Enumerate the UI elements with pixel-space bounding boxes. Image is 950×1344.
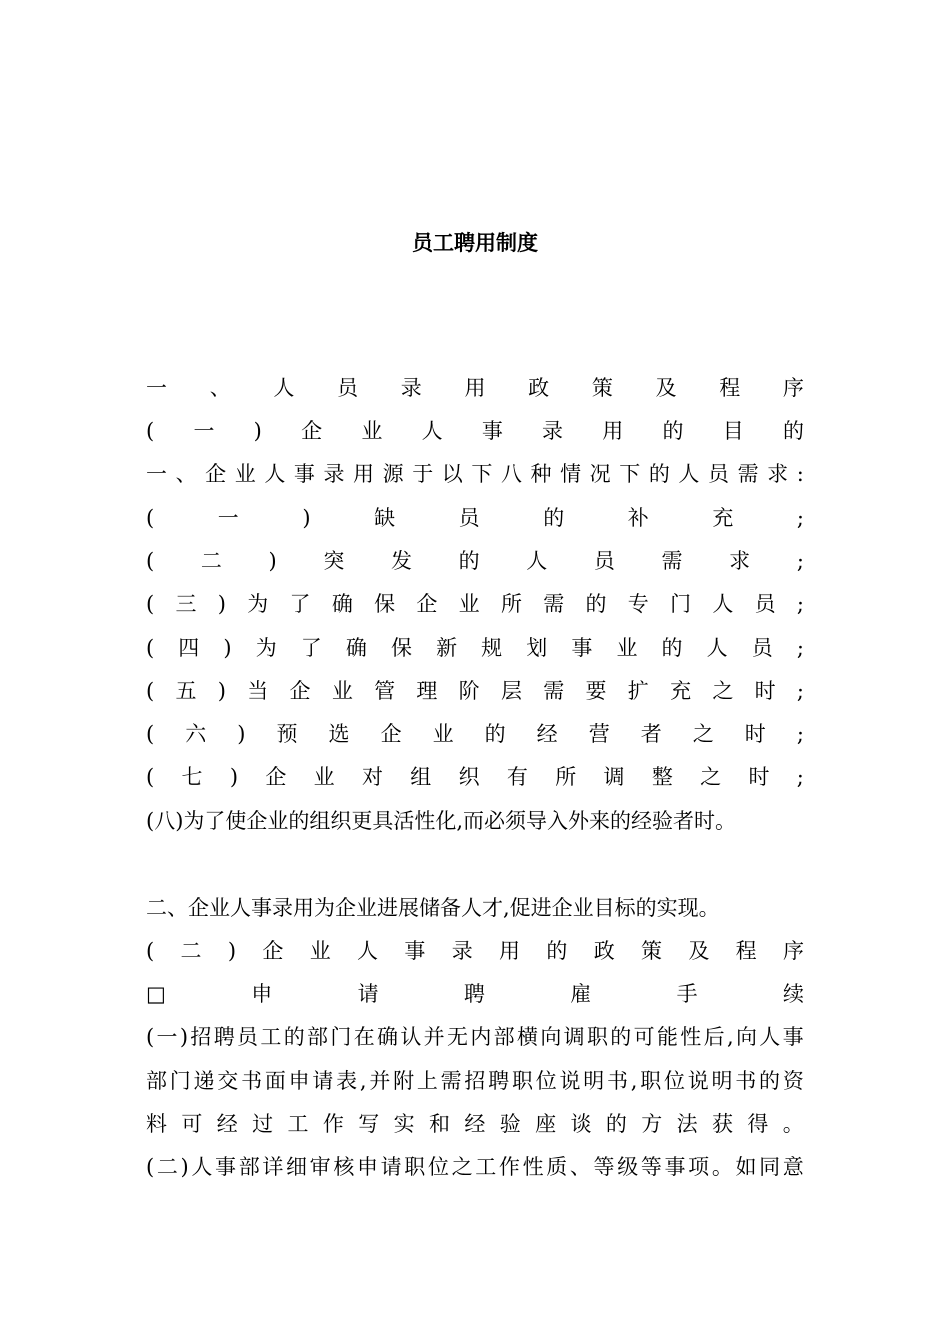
line-glyph: 验 bbox=[499, 1112, 521, 1136]
line-glyph: 法 bbox=[676, 1112, 698, 1136]
line-glyph: 聘 bbox=[213, 1025, 235, 1049]
line-glyph: 雇 bbox=[570, 982, 592, 1006]
line-glyph: 可 bbox=[181, 1112, 203, 1136]
line-glyph: 为 bbox=[255, 636, 277, 660]
line-glyph: 人 bbox=[421, 419, 443, 443]
body-line bbox=[146, 633, 804, 663]
line-glyph: ( bbox=[146, 1025, 155, 1049]
body-line bbox=[146, 546, 804, 576]
line-glyph: ; bbox=[796, 765, 804, 789]
line-glyph: 的 bbox=[458, 549, 480, 573]
line-glyph: 递 bbox=[193, 1069, 215, 1093]
line-glyph: 调 bbox=[563, 1025, 585, 1049]
line-glyph: 充 bbox=[712, 506, 734, 530]
line-glyph: 求 bbox=[729, 549, 751, 573]
line-glyph: ( bbox=[146, 765, 155, 789]
line-glyph: ; bbox=[796, 679, 804, 703]
line-glyph: 划 bbox=[526, 636, 548, 660]
line-glyph: 保 bbox=[374, 592, 396, 616]
line-glyph: ( bbox=[146, 592, 155, 616]
line-glyph: 能 bbox=[656, 1025, 678, 1049]
line-glyph: 实 bbox=[393, 1112, 415, 1136]
line-glyph: 过 bbox=[252, 1112, 274, 1136]
line-glyph: 部 bbox=[493, 1025, 515, 1049]
line-glyph: 需 bbox=[440, 1069, 462, 1093]
line-glyph: 内 bbox=[470, 1025, 492, 1049]
line-glyph: 聘 bbox=[463, 982, 485, 1006]
line-glyph: 员 bbox=[337, 376, 359, 400]
line-glyph: 位 bbox=[535, 1069, 557, 1093]
body-line bbox=[146, 1022, 804, 1052]
line-glyph: 者 bbox=[640, 722, 662, 746]
line-glyph: 业 bbox=[313, 765, 335, 789]
line-glyph: 企 bbox=[262, 939, 284, 963]
line-glyph: ; bbox=[796, 722, 804, 746]
line-glyph: 选 bbox=[328, 722, 350, 746]
line-glyph: 附 bbox=[393, 1069, 415, 1093]
line-glyph: ) bbox=[302, 506, 311, 530]
line-glyph: 程 bbox=[735, 939, 757, 963]
line-glyph: 事 bbox=[215, 1155, 237, 1179]
line-glyph: 性 bbox=[680, 1025, 702, 1049]
line-glyph: 得 bbox=[747, 1112, 769, 1136]
line-glyph: 需 bbox=[737, 462, 759, 486]
line-glyph: 源 bbox=[382, 462, 404, 486]
body-line bbox=[146, 676, 804, 706]
line-glyph: 事 bbox=[571, 636, 593, 660]
line-glyph: 录 bbox=[542, 419, 564, 443]
line-glyph: 资 bbox=[782, 1069, 804, 1093]
line-glyph: 一 bbox=[146, 376, 167, 400]
line-glyph: 的 bbox=[546, 939, 568, 963]
line-glyph: 的 bbox=[648, 462, 670, 486]
line-glyph: ( bbox=[146, 636, 155, 660]
line-glyph: 一 bbox=[156, 1025, 178, 1049]
line-glyph: 事 bbox=[481, 419, 503, 443]
line-glyph: 企 bbox=[265, 765, 287, 789]
line-glyph: 部 bbox=[307, 1025, 329, 1049]
line-glyph: 之 bbox=[712, 679, 734, 703]
line-glyph: 等 bbox=[640, 1155, 662, 1179]
line-glyph: 及 bbox=[688, 939, 710, 963]
line-glyph: , bbox=[359, 1069, 367, 1093]
line-glyph: 意 bbox=[782, 1155, 804, 1179]
line-glyph: 组 bbox=[410, 765, 432, 789]
body-line bbox=[146, 503, 804, 533]
line-glyph: 的 bbox=[759, 1069, 781, 1093]
line-glyph: 向 bbox=[540, 1025, 562, 1049]
line-glyph: 用 bbox=[602, 419, 624, 443]
line-glyph: 的 bbox=[782, 419, 804, 443]
body-line bbox=[146, 459, 804, 489]
line-glyph: 面 bbox=[264, 1069, 286, 1093]
line-glyph: 性 bbox=[522, 1155, 544, 1179]
line-glyph: ) bbox=[229, 765, 239, 789]
line-glyph: 获 bbox=[712, 1112, 733, 1136]
body-line bbox=[146, 1066, 804, 1096]
line-glyph: 门 bbox=[169, 1069, 191, 1093]
line-glyph: , bbox=[726, 1025, 734, 1049]
line-glyph: 质 bbox=[546, 1155, 568, 1179]
line-glyph: 手 bbox=[676, 982, 698, 1006]
line-glyph: 人 bbox=[357, 939, 379, 963]
line-glyph: 级 bbox=[617, 1155, 639, 1179]
line-glyph: 用 bbox=[464, 376, 486, 400]
line-glyph: 于 bbox=[412, 462, 434, 486]
line-glyph: 职 bbox=[511, 1069, 533, 1093]
line-glyph: 业 bbox=[458, 592, 480, 616]
line-glyph: 人 bbox=[678, 462, 700, 486]
line-glyph: 织 bbox=[458, 765, 480, 789]
line-glyph: ; bbox=[796, 549, 804, 573]
line-glyph: 请 bbox=[312, 1069, 334, 1093]
line-glyph: 、 bbox=[209, 376, 231, 400]
line-glyph: 下 bbox=[471, 462, 493, 486]
line-glyph: 人 bbox=[706, 636, 728, 660]
line-glyph: 核 bbox=[333, 1155, 355, 1179]
line-glyph: ) bbox=[227, 939, 237, 963]
line-glyph: 缺 bbox=[374, 506, 396, 530]
line-glyph: 六 bbox=[185, 722, 207, 746]
line-glyph: 及 bbox=[655, 376, 677, 400]
line-glyph: 业 bbox=[361, 419, 383, 443]
line-glyph: 交 bbox=[217, 1069, 239, 1093]
line-glyph: 对 bbox=[361, 765, 383, 789]
line-glyph: 四 bbox=[178, 636, 200, 660]
line-glyph: 人 bbox=[759, 1025, 781, 1049]
line-glyph: ( bbox=[146, 506, 155, 530]
line-glyph: 策 bbox=[591, 376, 613, 400]
line-glyph: 用 bbox=[353, 462, 375, 486]
line-glyph: 求 bbox=[767, 462, 789, 486]
line-glyph: 事 bbox=[664, 1155, 686, 1179]
line-glyph: 时 bbox=[754, 679, 776, 703]
line-glyph: 并 bbox=[423, 1025, 445, 1049]
line-glyph: 企 bbox=[380, 722, 402, 746]
line-glyph: 员 bbox=[707, 462, 729, 486]
line-glyph: 详 bbox=[262, 1155, 284, 1179]
line-glyph: 的 bbox=[543, 506, 565, 530]
line-glyph: 需 bbox=[543, 679, 565, 703]
line-glyph: 员 bbox=[751, 636, 773, 660]
line-glyph: 申 bbox=[356, 1155, 378, 1179]
line-glyph: 要 bbox=[585, 679, 607, 703]
line-glyph: 部 bbox=[238, 1155, 260, 1179]
line-glyph: 员 bbox=[593, 549, 615, 573]
line-glyph: 门 bbox=[330, 1025, 352, 1049]
line-glyph: 申 bbox=[288, 1069, 310, 1093]
line-glyph: 营 bbox=[588, 722, 610, 746]
line-glyph: 。 bbox=[782, 1112, 804, 1136]
line-glyph: ( bbox=[146, 679, 155, 703]
line-glyph: 了 bbox=[300, 636, 322, 660]
line-glyph: 层 bbox=[500, 679, 522, 703]
line-glyph: ( bbox=[146, 939, 155, 963]
line-glyph: ) bbox=[179, 1025, 189, 1049]
line-glyph: 况 bbox=[589, 462, 611, 486]
line-glyph: 以 bbox=[441, 462, 463, 486]
line-glyph: 扩 bbox=[627, 679, 649, 703]
line-glyph: 事 bbox=[782, 1025, 804, 1049]
line-glyph: 门 bbox=[670, 592, 692, 616]
line-glyph: 专 bbox=[627, 592, 649, 616]
line-glyph: 七 bbox=[181, 765, 203, 789]
line-glyph: 二 bbox=[180, 939, 202, 963]
line-glyph: 之 bbox=[700, 765, 722, 789]
line-glyph: 说 bbox=[559, 1069, 581, 1093]
line-glyph: 需 bbox=[661, 549, 683, 573]
line-glyph: 之 bbox=[692, 722, 714, 746]
line-glyph: 整 bbox=[651, 765, 673, 789]
line-glyph: 企 bbox=[205, 462, 227, 486]
line-glyph: 了 bbox=[289, 592, 311, 616]
line-glyph: 工 bbox=[475, 1155, 497, 1179]
body-line bbox=[146, 416, 804, 446]
line-glyph: 新 bbox=[436, 636, 458, 660]
line-glyph: 人 bbox=[273, 376, 295, 400]
line-glyph: 录 bbox=[323, 462, 345, 486]
line-glyph: 一 bbox=[146, 462, 167, 486]
body-line bbox=[146, 589, 804, 619]
line-glyph: 等 bbox=[593, 1155, 615, 1179]
line-glyph: ) bbox=[237, 722, 246, 746]
line-glyph: 事 bbox=[404, 939, 426, 963]
line-glyph: 时 bbox=[744, 722, 766, 746]
line-glyph: 的 bbox=[610, 1025, 632, 1049]
line-glyph: 的 bbox=[662, 419, 684, 443]
line-glyph: 细 bbox=[286, 1155, 307, 1179]
line-glyph: 并 bbox=[369, 1069, 391, 1093]
line-glyph: 业 bbox=[309, 939, 331, 963]
line-glyph: 一 bbox=[193, 419, 215, 443]
line-glyph: 事 bbox=[293, 462, 315, 486]
line-glyph: 位 bbox=[663, 1069, 685, 1093]
line-glyph: ( bbox=[146, 1155, 155, 1179]
line-glyph: 作 bbox=[322, 1112, 344, 1136]
line-glyph: 作 bbox=[498, 1155, 520, 1179]
line-glyph: 认 bbox=[400, 1025, 422, 1049]
line-glyph: 序 bbox=[782, 376, 804, 400]
line-glyph: 理 bbox=[416, 679, 438, 703]
line-glyph: 情 bbox=[560, 462, 582, 486]
line-glyph: 、 bbox=[175, 462, 197, 486]
line-glyph: 招 bbox=[464, 1069, 486, 1093]
line-glyph: 政 bbox=[528, 376, 550, 400]
line-glyph: 时 bbox=[748, 765, 770, 789]
line-glyph: 企 bbox=[301, 419, 323, 443]
body-line bbox=[146, 762, 804, 792]
line-glyph: 申 bbox=[251, 982, 273, 1006]
line-glyph: 员 bbox=[237, 1025, 259, 1049]
line-glyph: 员 bbox=[754, 592, 776, 616]
line-glyph: 为 bbox=[247, 592, 269, 616]
line-glyph: 书 bbox=[735, 1069, 757, 1093]
line-glyph: 的 bbox=[585, 592, 607, 616]
line-glyph: 请 bbox=[380, 1155, 402, 1179]
line-glyph: ) bbox=[217, 592, 226, 616]
line-glyph: ) bbox=[268, 549, 277, 573]
line-glyph: 所 bbox=[500, 592, 522, 616]
line-glyph: 料 bbox=[146, 1112, 167, 1136]
body-line: (八)为了使企业的组织更具活性化,而必须导入外来的经验者时。 bbox=[146, 809, 737, 833]
line-glyph: 三 bbox=[175, 592, 197, 616]
line-glyph: 管 bbox=[374, 679, 396, 703]
line-glyph: 人 bbox=[264, 462, 286, 486]
line-glyph: 八 bbox=[500, 462, 522, 486]
line-glyph: 突 bbox=[323, 549, 345, 573]
line-glyph: 在 bbox=[353, 1025, 375, 1049]
line-glyph: 有 bbox=[506, 765, 528, 789]
line-glyph: 业 bbox=[616, 636, 638, 660]
line-glyph: 部 bbox=[146, 1069, 167, 1093]
line-glyph: ) bbox=[180, 1155, 189, 1179]
line-glyph: 五 bbox=[175, 679, 197, 703]
line-glyph: ( bbox=[146, 722, 155, 746]
line-glyph: 项 bbox=[688, 1155, 710, 1179]
line-glyph: 的 bbox=[661, 636, 683, 660]
line-glyph: 工 bbox=[260, 1025, 282, 1049]
line-glyph: ( bbox=[146, 419, 155, 443]
line-glyph: 种 bbox=[530, 462, 552, 486]
line-glyph: 招 bbox=[190, 1025, 212, 1049]
line-glyph: 职 bbox=[640, 1069, 662, 1093]
line-glyph: 后 bbox=[703, 1025, 725, 1049]
line-glyph: 人 bbox=[526, 549, 548, 573]
body-line bbox=[146, 719, 804, 749]
line-glyph: 录 bbox=[400, 376, 422, 400]
line-glyph: 需 bbox=[543, 592, 565, 616]
line-glyph: 和 bbox=[429, 1112, 450, 1136]
line-glyph: 一 bbox=[217, 506, 239, 530]
line-glyph: 职 bbox=[586, 1025, 608, 1049]
line-glyph: 明 bbox=[583, 1069, 605, 1093]
line-glyph: 确 bbox=[345, 636, 367, 660]
line-glyph: 预 bbox=[276, 722, 298, 746]
line-glyph: ) bbox=[217, 679, 226, 703]
line-glyph: 谈 bbox=[570, 1112, 592, 1136]
line-glyph: 业 bbox=[432, 722, 454, 746]
line-glyph: 如 bbox=[735, 1155, 757, 1179]
line-glyph: 请 bbox=[357, 982, 379, 1006]
line-glyph: 的 bbox=[283, 1025, 305, 1049]
line-glyph: 序 bbox=[783, 939, 804, 963]
line-glyph: 所 bbox=[555, 765, 577, 789]
line-glyph: 录 bbox=[451, 939, 473, 963]
line-glyph: , bbox=[630, 1069, 638, 1093]
line-glyph: 程 bbox=[719, 376, 741, 400]
line-glyph: 可 bbox=[633, 1025, 655, 1049]
line-glyph: 确 bbox=[377, 1025, 399, 1049]
line-glyph: ; bbox=[796, 636, 804, 660]
line-glyph: 保 bbox=[390, 636, 412, 660]
line-glyph: 的 bbox=[484, 722, 506, 746]
line-glyph: ; bbox=[796, 592, 804, 616]
line-glyph: 规 bbox=[481, 636, 503, 660]
line-glyph: 人 bbox=[191, 1155, 213, 1179]
line-glyph: □ bbox=[146, 982, 166, 1006]
line-glyph: 发 bbox=[390, 549, 412, 573]
document-title: 员工聘用制度 bbox=[412, 231, 538, 255]
line-glyph: ( bbox=[146, 549, 155, 573]
line-glyph: 向 bbox=[735, 1025, 757, 1049]
line-glyph: 业 bbox=[331, 679, 353, 703]
line-glyph: 充 bbox=[670, 679, 692, 703]
line-glyph: : bbox=[796, 462, 804, 486]
line-glyph: 同 bbox=[759, 1155, 781, 1179]
line-glyph: 书 bbox=[241, 1069, 263, 1093]
line-glyph: 表 bbox=[336, 1069, 358, 1093]
line-glyph: 。 bbox=[711, 1155, 733, 1179]
line-glyph: 企 bbox=[416, 592, 438, 616]
line-glyph: 企 bbox=[289, 679, 311, 703]
line-glyph: 下 bbox=[619, 462, 641, 486]
line-glyph: 政 bbox=[593, 939, 615, 963]
line-glyph: 无 bbox=[447, 1025, 468, 1049]
line-glyph: 工 bbox=[287, 1112, 309, 1136]
line-glyph: 职 bbox=[404, 1155, 426, 1179]
body-line bbox=[146, 936, 804, 966]
line-glyph: 调 bbox=[603, 765, 625, 789]
line-glyph: 位 bbox=[427, 1155, 449, 1179]
line-glyph: 座 bbox=[535, 1112, 557, 1136]
body-line bbox=[146, 979, 804, 1009]
line-glyph: 之 bbox=[451, 1155, 473, 1179]
line-glyph: 说 bbox=[687, 1069, 709, 1093]
line-glyph: 横 bbox=[516, 1025, 538, 1049]
body-line bbox=[146, 1152, 804, 1182]
line-glyph: 人 bbox=[712, 592, 734, 616]
line-glyph: ) bbox=[253, 419, 262, 443]
line-glyph: 写 bbox=[358, 1112, 380, 1136]
line-glyph: 书 bbox=[607, 1069, 628, 1093]
line-glyph: 方 bbox=[641, 1112, 663, 1136]
line-glyph: 员 bbox=[458, 506, 480, 530]
line-glyph: ) bbox=[223, 636, 232, 660]
line-glyph: 、 bbox=[569, 1155, 591, 1179]
body-line bbox=[146, 1109, 804, 1139]
line-glyph: 当 bbox=[247, 679, 269, 703]
line-glyph: 上 bbox=[416, 1069, 438, 1093]
line-glyph: 补 bbox=[627, 506, 649, 530]
line-glyph: 续 bbox=[783, 982, 804, 1006]
line-glyph: 用 bbox=[499, 939, 521, 963]
line-glyph: 目 bbox=[722, 419, 744, 443]
body-line: 二、企业人事录用为企业进展储备人才,促进企业目标的实现。 bbox=[146, 896, 720, 920]
line-glyph: 明 bbox=[711, 1069, 733, 1093]
line-glyph: 阶 bbox=[458, 679, 480, 703]
line-glyph: 确 bbox=[331, 592, 353, 616]
line-glyph: 二 bbox=[200, 549, 222, 573]
line-glyph: 的 bbox=[605, 1112, 627, 1136]
line-glyph: 经 bbox=[536, 722, 558, 746]
line-glyph: 审 bbox=[309, 1155, 331, 1179]
line-glyph: 业 bbox=[234, 462, 256, 486]
body-line bbox=[146, 373, 804, 403]
line-glyph: 策 bbox=[641, 939, 663, 963]
line-glyph: 经 bbox=[464, 1112, 486, 1136]
line-glyph: 经 bbox=[216, 1112, 238, 1136]
line-glyph: 二 bbox=[156, 1155, 178, 1179]
line-glyph: 聘 bbox=[488, 1069, 510, 1093]
line-glyph: ; bbox=[796, 506, 804, 530]
